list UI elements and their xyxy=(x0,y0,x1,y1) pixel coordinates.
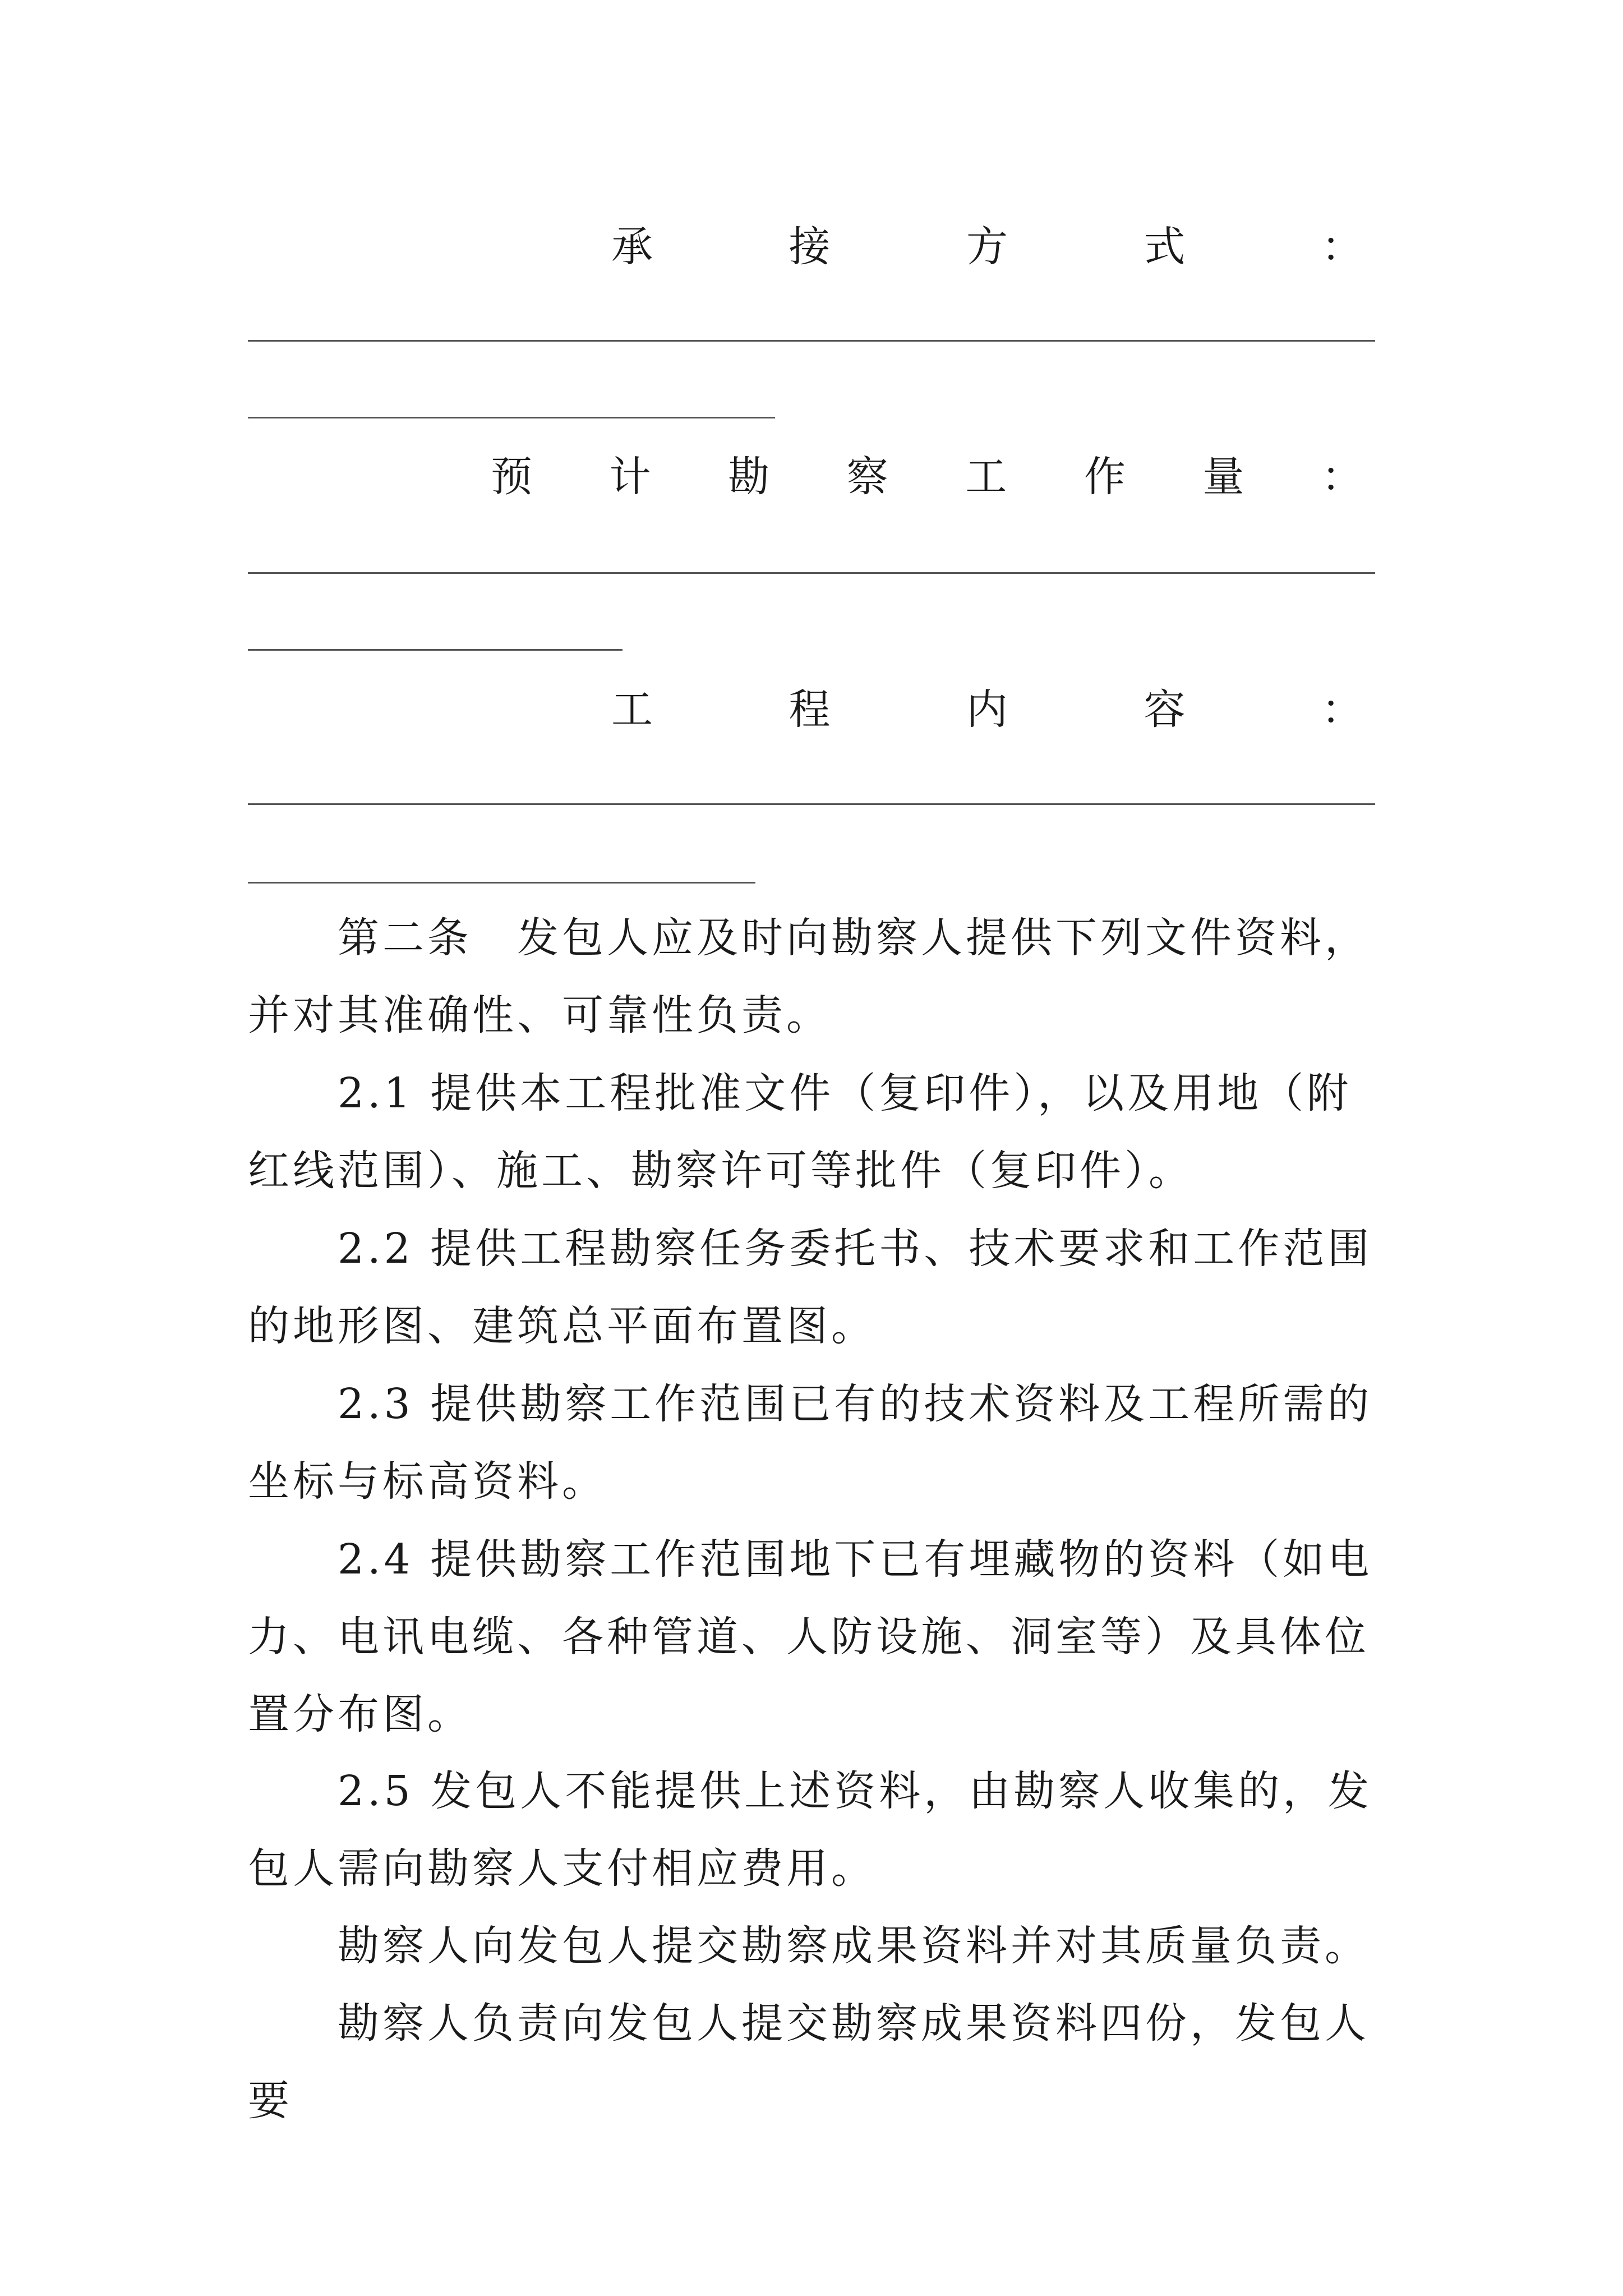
field-char: 察 xyxy=(846,453,888,501)
field-char: 内 xyxy=(966,685,1008,734)
field-char: ： xyxy=(1321,223,1363,271)
field-char: ： xyxy=(1321,453,1363,501)
paragraph-2-1: 2.1 提供本工程批准文件（复印件），以及用地（附红线范围）、施工、勘察许可等批件（复印件）。 xyxy=(248,1069,1352,1195)
paragraph-results-quality: 勘察人向发包人提交勘察成果资料并对其质量负责。 xyxy=(338,1922,1370,1970)
blank-line xyxy=(248,340,1375,342)
paragraph-2-5: 2.5 发包人不能提供上述资料，由勘察人收集的，发包人需向勘察人支付相应费用。 xyxy=(248,1767,1373,1893)
field-char: 承 xyxy=(611,223,653,271)
blank-line xyxy=(248,649,623,651)
blank-line xyxy=(248,882,755,884)
paragraph-article-2: 第二条 发包人应及时向勘察人提供下列文件资料，并对其准确性、可靠性负责。 xyxy=(248,914,1370,1039)
field-char: 勘 xyxy=(728,453,770,501)
field-char: 容 xyxy=(1144,685,1186,734)
blank-line xyxy=(248,417,775,418)
field-char: ： xyxy=(1321,685,1363,734)
blank-line xyxy=(248,803,1375,805)
paragraph-2-3: 2.3 提供勘察工作范围已有的技术资料及工程所需的坐标与标高资料。 xyxy=(248,1380,1373,1506)
field-char: 方 xyxy=(966,223,1008,271)
paragraph-2-2: 2.2 提供工程勘察任务委托书、技术要求和工作范围的地形图、建筑总平面布置图。 xyxy=(248,1225,1373,1350)
field-char: 工 xyxy=(965,453,1007,501)
field-label-project-content xyxy=(611,676,1363,743)
paragraph-results-copies: 勘察人负责向发包人提交勘察成果资料四份，发包人要 xyxy=(248,1999,1370,2125)
field-char: 接 xyxy=(789,223,831,271)
field-char: 作 xyxy=(1083,453,1126,501)
field-char: 预 xyxy=(491,453,532,501)
field-char: 式 xyxy=(1144,223,1186,271)
field-label-estimated-workload xyxy=(491,443,1363,510)
blank-line xyxy=(248,572,1375,574)
field-char: 计 xyxy=(609,453,651,501)
field-char: 量 xyxy=(1202,453,1244,501)
field-label-contract-method xyxy=(611,213,1363,280)
paragraph-2-4: 2.4 提供勘察工作范围地下已有埋藏物的资料（如电力、电讯电缆、各种管道、人防设施、洞室等）及具体位置分布图。 xyxy=(248,1535,1373,1738)
field-char: 工 xyxy=(611,685,653,734)
field-char: 程 xyxy=(789,685,831,734)
